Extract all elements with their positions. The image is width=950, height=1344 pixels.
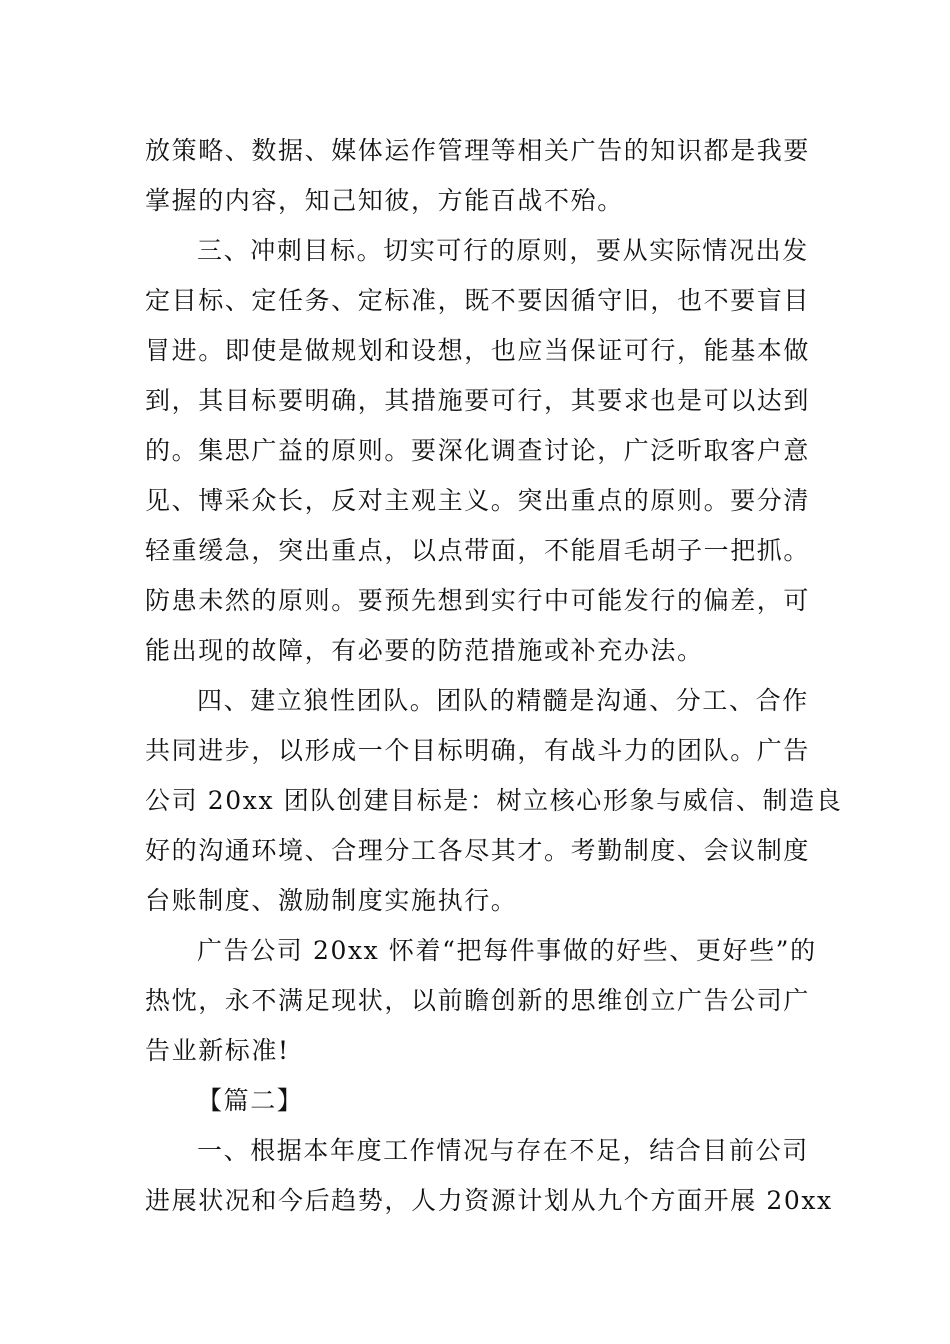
document-body [145, 126, 843, 1226]
text-line: 告业新标准! [145, 1036, 290, 1065]
text-line: 防患未然的原则。要预先想到实行中可能发行的偏差，可 [145, 586, 811, 615]
text-line: 冒进。即使是做规划和设想，也应当保证可行，能基本做 [145, 336, 811, 365]
section-heading: 【篇二】 [197, 1086, 304, 1115]
text-line: 进展状况和今后趋势，人力资源计划从九个方面开展 20xx [145, 1186, 833, 1215]
paragraph-start-line: 广告公司 20xx 怀着“把每件事做的好些、更好些”的 [197, 936, 817, 965]
text-line: 能出现的故障，有必要的防范措施或补充办法。 [145, 636, 704, 665]
paragraph-start-line: 一、根据本年度工作情况与存在不足，结合目前公司 [197, 1136, 809, 1165]
text-line: 见、博采众长，反对主观主义。突出重点的原则。要分清 [145, 486, 811, 515]
paragraph-start-line: 四、建立狼性团队。团队的精髓是沟通、分工、合作 [197, 686, 809, 715]
text-line: 好的沟通环境、合理分工各尽其才。考勤制度、会议制度 [145, 836, 811, 865]
text-line: 热忱，永不满足现状，以前瞻创新的思维创立广告公司广 [145, 986, 811, 1015]
text-line: 到，其目标要明确，其措施要可行，其要求也是可以达到 [145, 386, 811, 415]
text-line: 放策略、数据、媒体运作管理等相关广告的知识都是我要 [145, 136, 811, 165]
paragraph-start-line: 三、冲刺目标。切实可行的原则，要从实际情况出发 [197, 236, 809, 265]
text-line: 的。集思广益的原则。要深化调查讨论，广泛听取客户意 [145, 436, 811, 465]
text-line: 定目标、定任务、定标准，既不要因循守旧，也不要盲目 [145, 286, 811, 315]
text-line: 轻重缓急，突出重点，以点带面，不能眉毛胡子一把抓。 [145, 536, 811, 565]
text-line: 共同进步，以形成一个目标明确，有战斗力的团队。广告 [145, 736, 811, 765]
text-line: 公司 20xx 团队创建目标是：树立核心形象与威信、制造良 [145, 786, 843, 815]
text-line: 掌握的内容，知己知彼，方能百战不殆。 [145, 186, 624, 215]
text-line: 台账制度、激励制度实施执行。 [145, 886, 518, 915]
